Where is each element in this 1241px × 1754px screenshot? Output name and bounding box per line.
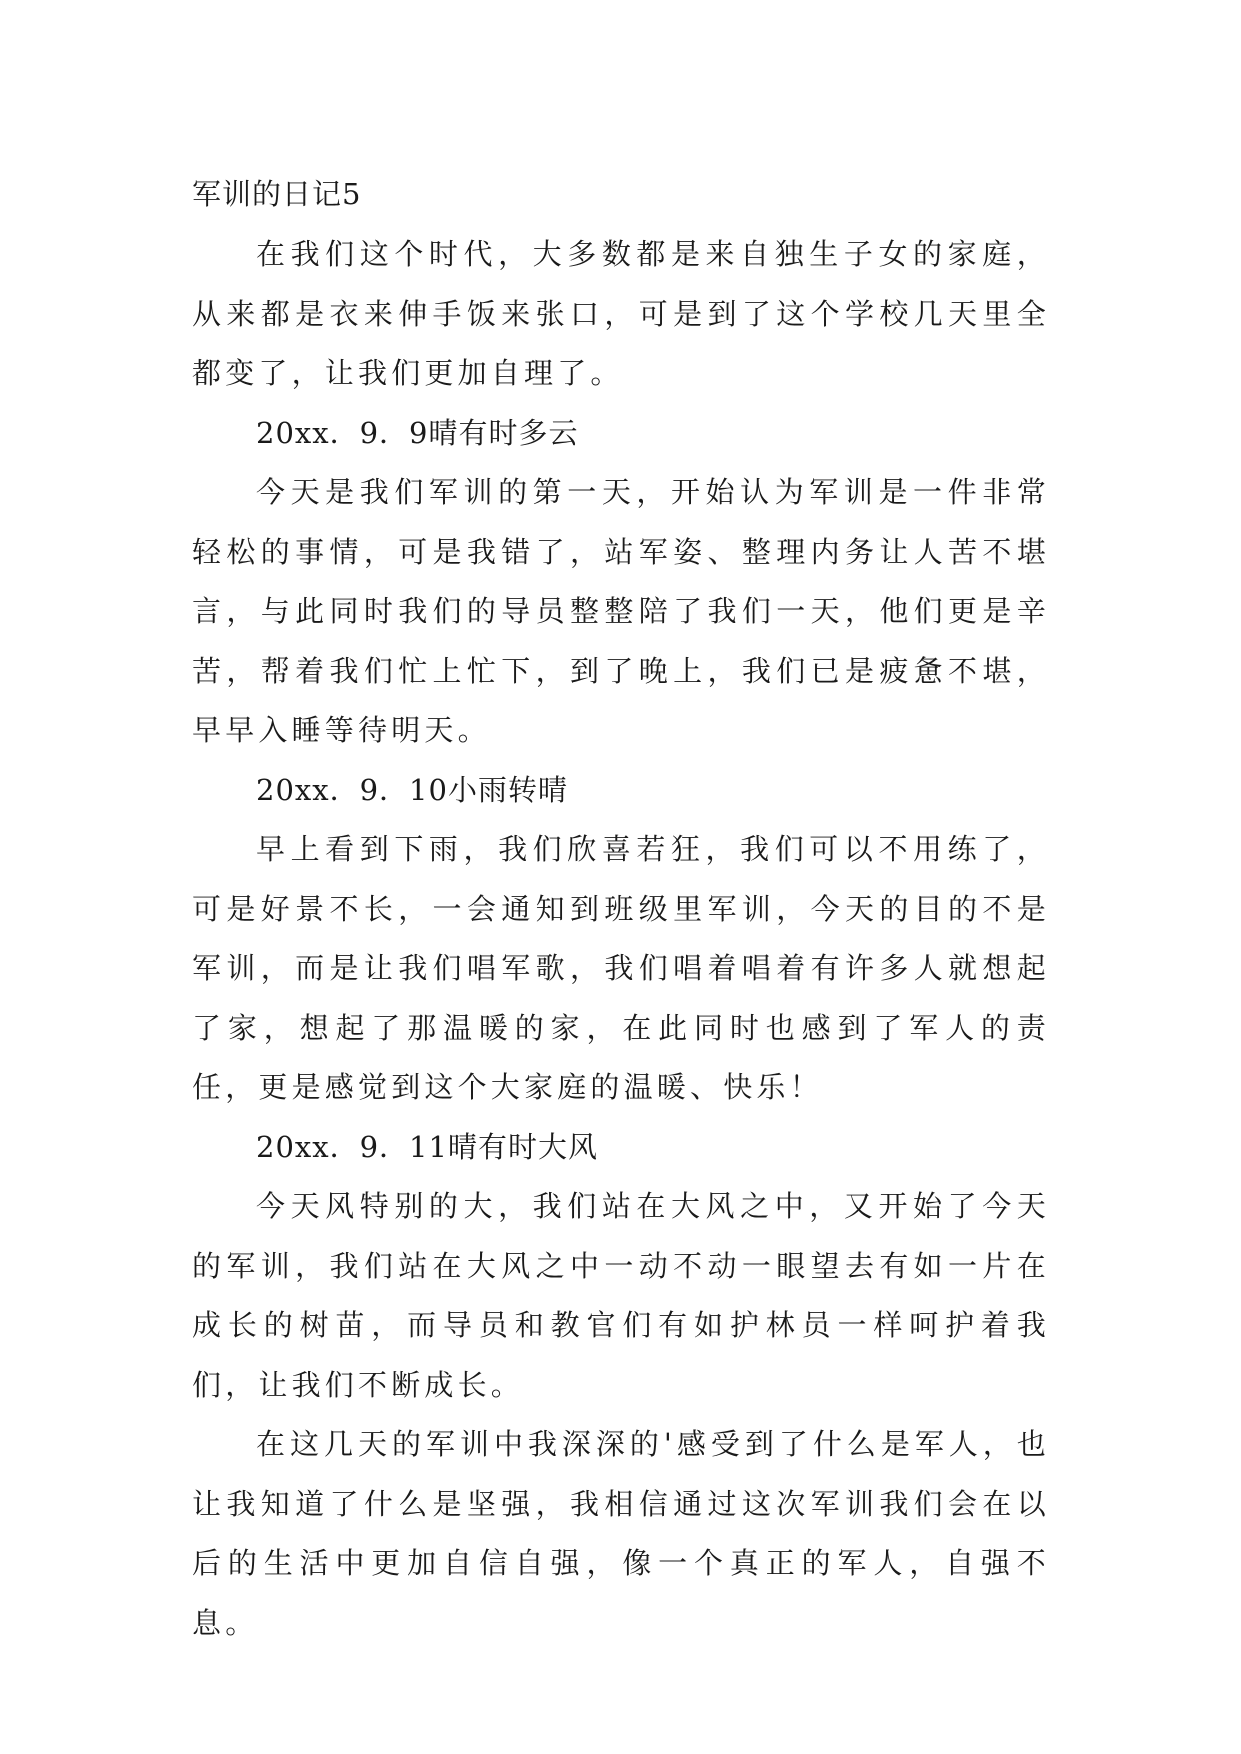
document-title: 军训的日记5 [192, 177, 362, 211]
conclusion-paragraph: 在这几天的军训中我深深的'感受到了什么是军人，也让我知道了什么是坚强，我相信通过这次军训我们会在以后的生活中更加自信自强，像一个真正的军人，自强不息。 [192, 1427, 1050, 1640]
entry-text: 今天风特别的大，我们站在大风之中，又开始了今天的军训，我们站在大风之中一动不动一眼望去有如一片在成长的树苗，而导员和教官们有如护林员一样呵护着我们，让我们不断成长。 [192, 1189, 1050, 1402]
entry-date: 20xx．9．10小雨转晴 [256, 772, 568, 807]
entry-date: 20xx．9．11晴有时大风 [256, 1129, 598, 1164]
entry-text: 早上看到下雨，我们欣喜若狂，我们可以不用练了，可是好景不长，一会通知到班级里军训，今天的目的不是军训，而是让我们唱军歌，我们唱着唱着有许多人就想起了家，想起了那温暖的家，在此同时也感到了军人的责任，更是感觉到这个大家庭的温暖、快乐！ [192, 832, 1050, 1104]
entry-date: 20xx．9．9晴有时多云 [256, 415, 579, 450]
document-body [192, 164, 1050, 1653]
entry-text: 今天是我们军训的第一天，开始认为军训是一件非常轻松的事情，可是我错了，站军姿、整理内务让人苦不堪言，与此同时我们的导员整整陪了我们一天，他们更是辛苦，帮着我们忙上忙下，到了晚上，我们已是疲惫不堪，早早入睡等待明天。 [192, 475, 1050, 747]
intro-paragraph: 在我们这个时代，大多数都是来自独生子女的家庭，从来都是衣来伸手饭来张口，可是到了这个学校几天里全都变了，让我们更加自理了。 [192, 237, 1050, 390]
